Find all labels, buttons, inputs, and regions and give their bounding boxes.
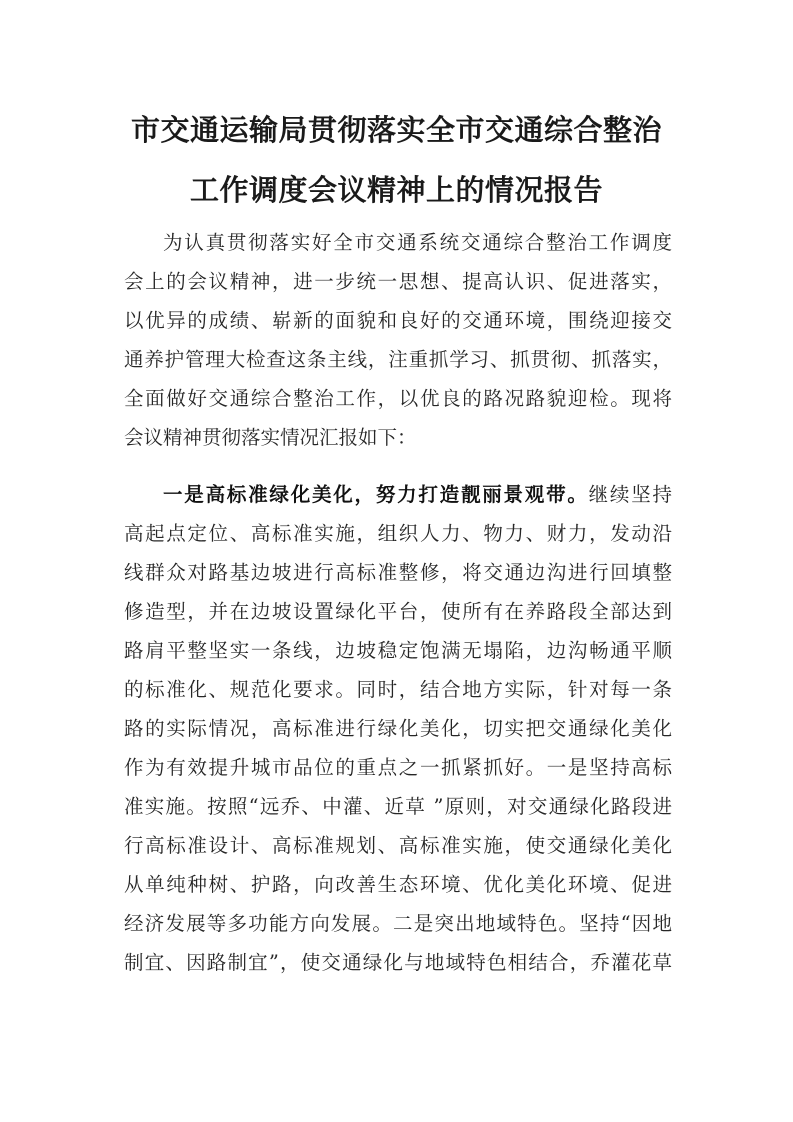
paragraph-2-line: 的标准化、规范化要求。同时，结合地方实际，针对每一条	[124, 678, 672, 701]
paragraph-2-first-line	[163, 481, 672, 509]
paragraph-2-line: 路的实际情况，高标准进行绿化美化，切实把交通绿化美化	[124, 717, 672, 740]
paragraph-2-line: 修造型，并在边坡设置绿化平台，使所有在养路段全部达到	[124, 600, 672, 623]
paragraph-2-line: 经济发展等多功能方向发展。二是突出地域特色。坚持“因地	[124, 912, 672, 935]
paragraph-1-line: 为认真贯彻落实好全市交通系统交通综合整治工作调度	[163, 231, 672, 254]
paragraph-1-line: 会议精神贯彻落实情况汇报如下：	[124, 426, 417, 449]
paragraph-1-line: 全面做好交通综合整治工作，以优良的路况路貌迎检。现将	[124, 387, 672, 410]
paragraph-2-line: 线群众对路基边坡进行高标准整修，将交通边沟进行回填整	[124, 561, 672, 584]
paragraph-2-line: 作为有效提升城市品位的重点之一抓紧抓好。一是坚持高标	[124, 756, 672, 779]
paragraph-2-heading: 一是高标准绿化美化，努力打造靓丽景观带。	[163, 483, 589, 506]
paragraph-2-line: 制宜、因路制宜”，使交通绿化与地域特色相结合，乔灌花草	[124, 951, 672, 974]
paragraph-1-line: 以优异的成绩、崭新的面貌和良好的交通环境，围绕迎接交	[124, 309, 672, 332]
paragraph-1-line: 通养护管理大检查这条主线，注重抓学习、抓贯彻、抓落实，	[124, 348, 672, 371]
paragraph-2-line: 行高标准设计、高标准规划、高标准实施，使交通绿化美化	[124, 834, 672, 857]
paragraph-2-line: 高起点定位、高标准实施，组织人力、物力、财力，发动沿	[124, 522, 672, 545]
paragraph-2-line: 准实施。按照“远乔、中灌、近草 ”原则，对交通绿化路段进	[124, 795, 672, 818]
document-title-line-2: 工作调度会议精神上的情况报告	[189, 173, 603, 207]
document-title-line-1: 市交通运输局贯彻落实全市交通综合整治	[130, 113, 662, 147]
paragraph-2-line: 从单纯种树、护路，向改善生态环境、优化美化环境、促进	[124, 873, 672, 896]
paragraph-1-line: 会上的会议精神，进一步统一思想、提高认识、促进落实，	[124, 270, 672, 293]
paragraph-2-first-rest: 继续坚持	[588, 483, 672, 506]
paragraph-2-line: 路肩平整坚实一条线，边坡稳定饱满无塌陷，边沟畅通平顺	[124, 639, 672, 662]
